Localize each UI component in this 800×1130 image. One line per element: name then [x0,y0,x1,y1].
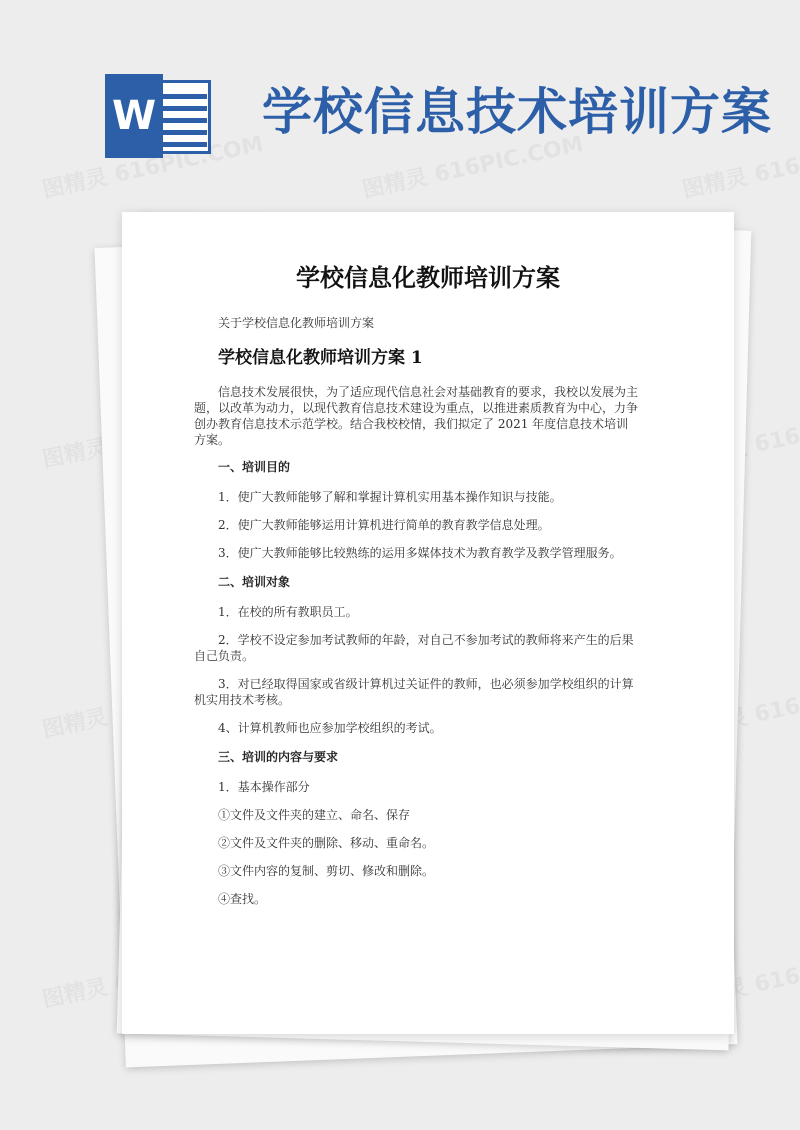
list-item: ②文件及文件夹的删除、移动、重命名。 [218,836,435,850]
list-item: ③文件内容的复制、剪切、修改和删除。 [218,864,435,878]
document-page [122,212,734,1034]
section-heading: 三、培训的内容与要求 [218,750,339,764]
document-content [194,314,639,919]
list-item: 1．在校的所有教职员工。 [218,605,358,619]
list-item: ①文件及文件夹的建立、命名、保存 [218,808,411,822]
list-item: 1．使广大教师能够了解和掌握计算机实用基本操作知识与技能。 [218,490,562,504]
intro-paragraph: 信息技术发展很快，为了适应现代信息社会对基础教育的要求，我校以发展为主题，以改革为动力，以现代教育信息技术建设为重点，以推进素质教育为中心，力争创办教育信息技术示范学校。结合我校校情，我们拟定了 2021 年度信息技术培训方案。 [194,385,639,447]
subtitle-small: 关于学校信息化教师培训方案 [218,316,375,330]
word-letter: W [105,74,163,158]
list-item: ④查找。 [218,892,267,906]
list-item: 3．使广大教师能够比较熟练的运用多媒体技术为教育教学及教学管理服务。 [218,546,622,560]
section-heading: 二、培训对象 [218,575,291,589]
list-item: 3．对已经取得国家或省级计算机过关证件的教师，也必须参加学校组织的计算机实用技术考核。 [194,677,634,707]
list-item: 2．学校不设定参加考试教师的年龄，对自己不参加考试的教师将来产生的后果自己负责。 [194,633,634,663]
list-item: 2．使广大教师能够运用计算机进行简单的教育教学信息处理。 [218,518,550,532]
document-title: 学校信息化教师培训方案 [296,263,560,292]
banner-title: 学校信息技术培训方案 [262,83,772,141]
word-document-icon [105,74,213,158]
section-heading: 一、培训目的 [218,460,291,474]
list-item: 1．基本操作部分 [218,780,310,794]
list-item: 4、计算机教师也应参加学校组织的考试。 [218,721,442,735]
subtitle-large: 学校信息化教师培训方案 1 [218,348,423,368]
